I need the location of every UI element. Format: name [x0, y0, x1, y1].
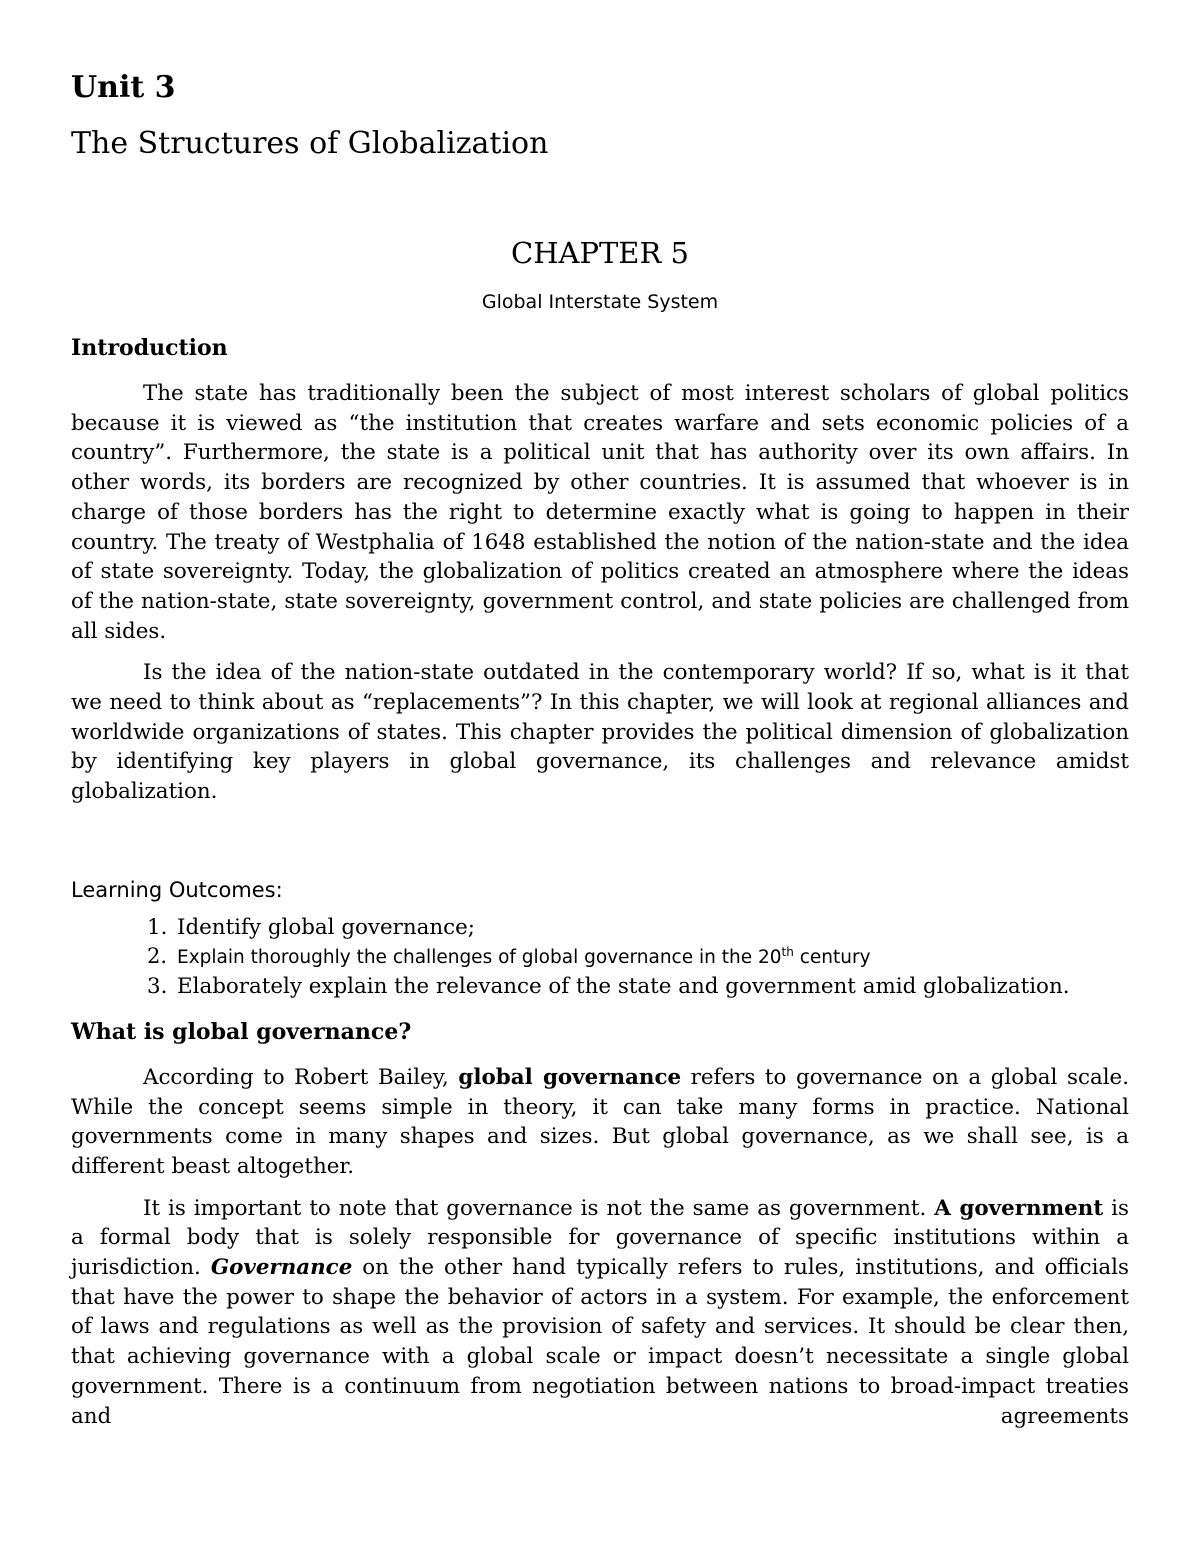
governance-paragraph-2	[71, 1194, 1129, 1432]
text-run: refers to governance on a global scale. While the concept seems simple in theory, it can take many forms in practice. National governments come in many shapes and sizes. But global governance, as we shall see, is a different beast altogether.	[71, 1064, 1130, 1179]
learning-outcomes-title: Learning Outcomes:	[71, 877, 283, 902]
learning-outcome-item	[147, 972, 1129, 1001]
governance-paragraph-1	[71, 1063, 1129, 1182]
unit-title: The Structures of Globalization	[71, 126, 549, 161]
text-run: is a formal body that is solely responsible for governance of specific institutions within a jurisdiction.	[71, 1195, 1129, 1281]
outcome-text: Identify global governance;	[177, 914, 476, 940]
term-government: A government	[934, 1195, 1104, 1221]
chapter-label: CHAPTER 5	[511, 236, 689, 270]
global-governance-heading: What is global governance?	[71, 1018, 412, 1045]
outcome-number: 3.	[147, 973, 168, 999]
learning-outcome-item	[147, 913, 1129, 942]
learning-outcome-item	[147, 942, 1129, 972]
outcome-text-after: century	[793, 946, 871, 968]
text-run: It is important to note that governance is not the same as government.	[143, 1195, 935, 1221]
outcome-number: 1.	[147, 914, 168, 940]
introduction-heading: Introduction	[71, 335, 228, 361]
outcome-text-main: Explain thoroughly the challenges of global governance in the 20	[177, 946, 782, 968]
term-global-governance: global governance	[458, 1064, 682, 1090]
chapter-title: Global Interstate System	[481, 291, 719, 313]
outcome-text	[177, 944, 871, 968]
unit-label: Unit 3	[71, 70, 176, 105]
intro-paragraph-1: The state has traditionally been the subject of most interest scholars of global politics because it is viewed as “the institution that creates warfare and sets economic policies of a country”. Furthermore, the state is a political unit that has authority over its own affairs. In other words, its borders are recognized by other countries. It is assumed that whoever is in charge of those borders has the right to determine exactly what is going to happen in their country. The treaty of Westphalia of 1648 established the notion of the nation-state and the idea of state sovereignty. Today, the globalization of politics created an atmosphere where the ideas of the nation-state, state sovereignty, government control, and state policies are challenged from all sides.	[71, 381, 1129, 644]
term-governance-italic: Governance	[210, 1255, 353, 1281]
term-governance	[211, 1255, 352, 1280]
learning-outcomes-list	[71, 913, 1129, 1001]
intro-paragraph-2: Is the idea of the nation-state outdated in the contemporary world? If so, what is it that we need to think about as “replacements”? In this chapter, we will look at regional alliances and worldwide organizations of states. This chapter provides the political dimension of globalization by identifying key players in global governance, its challenges and relevance amidst globalization.	[71, 660, 1129, 805]
outcome-superscript: th	[781, 944, 794, 959]
document-body	[71, 333, 1129, 1431]
text-run: According to Robert Bailey,	[143, 1064, 459, 1090]
text-run: on the other hand typically refers to rules, institutions, and officials that have the power to shape the behavior of actors in a system. For example, the enforcement of laws and regulations as well as the provision of safety and services. It should be clear then, that achieving governance with a global scale or impact doesn’t necessitate a single global government. There is a continuum from negotiation between nations to broad-impact treaties and agreements	[71, 1255, 1129, 1429]
outcome-text: Elaborately explain the relevance of the state and government amid globalization.	[177, 973, 1070, 999]
outcome-number: 2.	[147, 943, 168, 968]
